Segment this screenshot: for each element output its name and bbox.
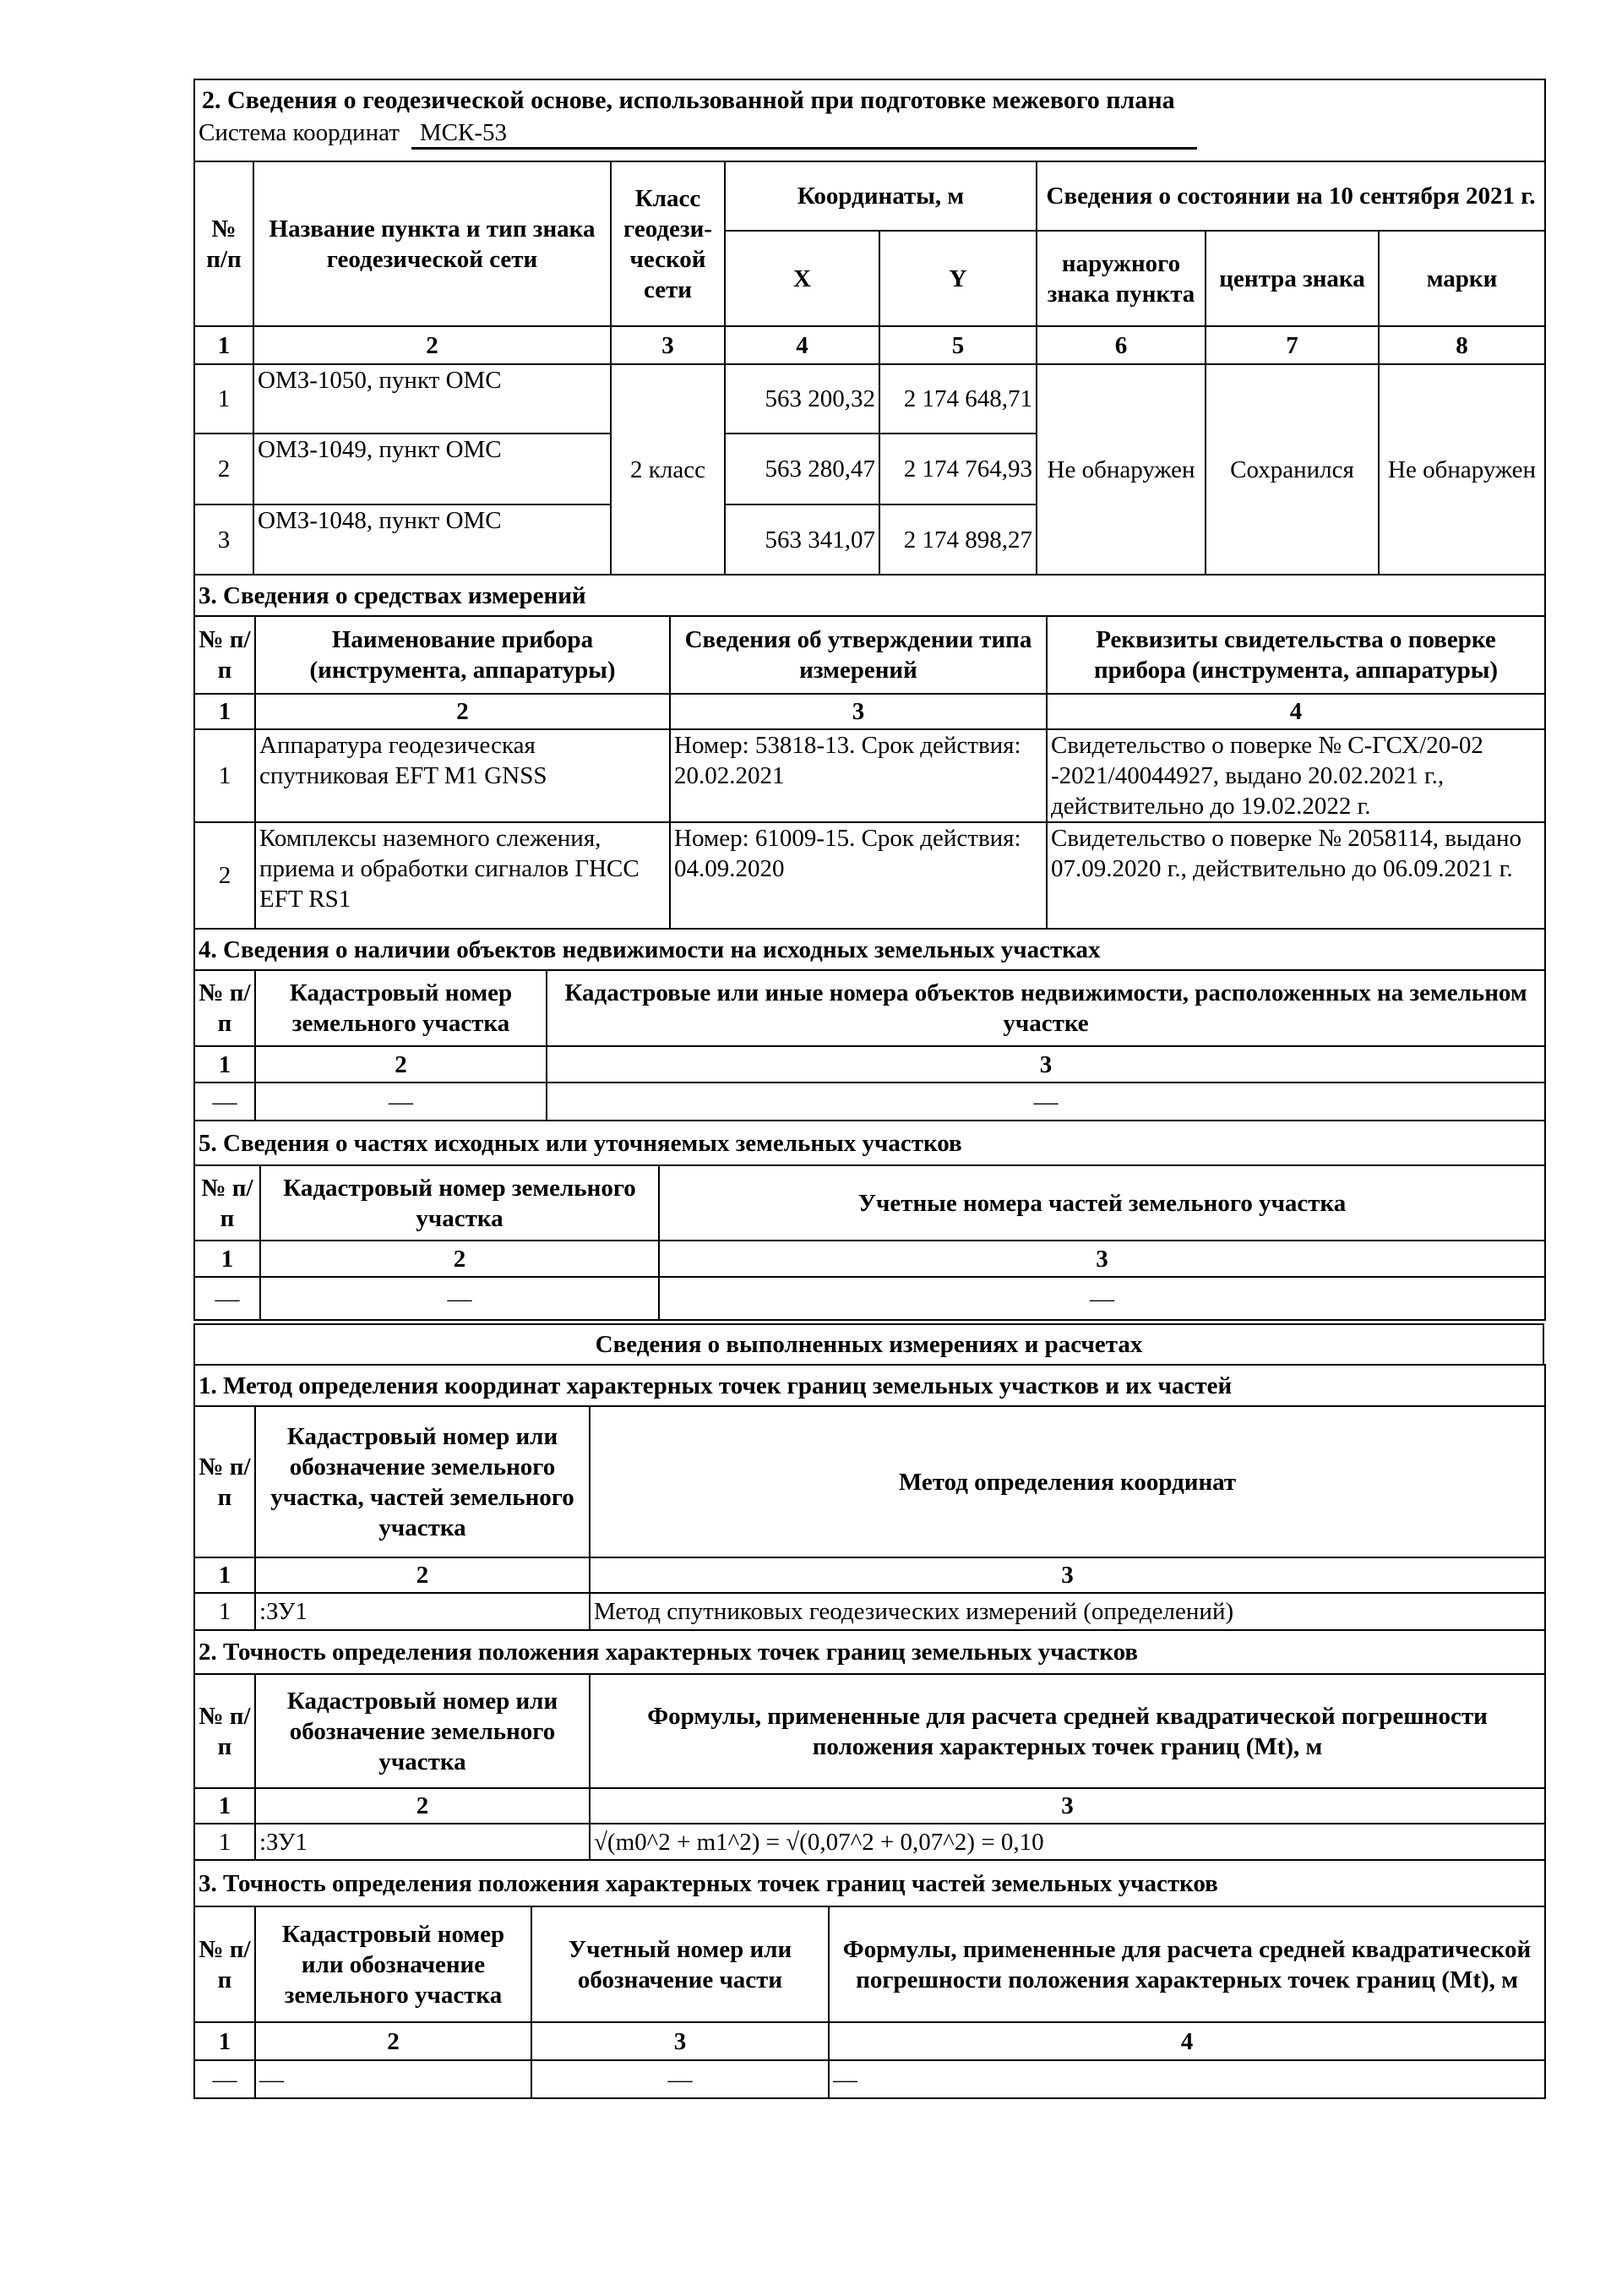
section5-title: 5. Сведения о частях исходных или уточняемых земельных участков [194, 1121, 1545, 1165]
method-table [193, 1364, 1546, 1631]
measurements-title-table [193, 1323, 1544, 1366]
header-num: № п/п [194, 1906, 255, 2022]
header-method: Метод определения координат [590, 1406, 1545, 1557]
header-cadastral: Кадастровый номер или обозначение земельного участка [255, 1906, 531, 2022]
header-cadastral: Кадастровый номер или обозначение земельного участка, частей земельного участка [255, 1406, 590, 1557]
table-row [194, 1277, 1545, 1320]
row-y: 2 174 764,93 [879, 434, 1037, 504]
table-row [194, 364, 1545, 434]
header-cadastral: Кадастровый номер или обозначение земельного участка [255, 1674, 590, 1788]
row-formula: — [829, 2060, 1545, 2098]
header-center: центра знака [1206, 231, 1379, 326]
index-row [194, 2022, 1545, 2060]
accuracy-table [193, 1629, 1546, 1861]
header-formula: Формулы, примененные для расчета средней квадратической погрешности положения характерных точек границ (Mt), м [829, 1906, 1545, 2022]
section4-title: 4. Сведения о наличии объектов недвижимости на исходных земельных участках [194, 929, 1545, 970]
header-parts: Учетные номера частей земельного участка [659, 1165, 1545, 1241]
section4-table [193, 928, 1546, 1121]
row-x: 563 200,32 [725, 364, 879, 434]
table-row [194, 729, 1545, 822]
header-coords: Координаты, м [725, 161, 1037, 231]
table-row [194, 1593, 1545, 1630]
row-cadastral: :ЗУ1 [255, 1824, 590, 1860]
row-certificate: Свидетельство о поверке № С-ГСХ/20-02 -2021/40044927, выдано 20.02.2021 г., действительно до 19.02.2022 г. [1047, 729, 1545, 822]
index-row [194, 326, 1545, 364]
index-cell: 8 [1379, 326, 1545, 364]
row-point-name: ОМЗ-1048, пункт ОМС [253, 504, 611, 575]
index-cell: 3 [590, 1788, 1545, 1824]
index-cell: 1 [194, 326, 253, 364]
header-part: Учетный номер или обозначение части [531, 1906, 829, 2022]
outer-sign-value: Не обнаружен [1037, 364, 1206, 575]
header-objects: Кадастровые или иные номера объектов недвижимости, расположенных на земельном участке [547, 970, 1545, 1046]
geodetic-basis-block [193, 79, 1544, 1321]
header-num: № п/п [194, 616, 255, 694]
header-num: № п/п [194, 970, 255, 1046]
row-num: — [194, 1277, 260, 1320]
row-cadastral: — [255, 2060, 531, 2098]
coord-system-label: Система координат [199, 119, 400, 146]
index-cell: 3 [531, 2022, 829, 2060]
row-x: 563 341,07 [725, 504, 879, 575]
row-parts: — [659, 1277, 1545, 1320]
index-cell: 6 [1037, 326, 1206, 364]
class-value: 2 класс [611, 364, 725, 575]
row-y: 2 174 648,71 [879, 364, 1037, 434]
index-row [194, 1046, 1545, 1083]
row-cadastral: :ЗУ1 [255, 1593, 590, 1630]
index-cell: 3 [547, 1046, 1545, 1083]
index-cell: 4 [725, 326, 879, 364]
header-x: X [725, 231, 879, 326]
index-cell: 3 [659, 1241, 1545, 1277]
row-num: 1 [194, 729, 255, 822]
parts-accuracy-table [193, 1859, 1546, 2099]
header-mark: марки [1379, 231, 1545, 326]
measurements-title: Сведения о выполненных измерениях и расчетах [194, 1324, 1543, 1365]
index-cell: 2 [253, 326, 611, 364]
index-row [194, 1241, 1545, 1277]
header-state: Сведения о состоянии на 10 сентября 2021 г. [1037, 161, 1545, 231]
header-cadastral: Кадастровый номер земельного участка [255, 970, 547, 1046]
row-device: Комплексы наземного слежения, приема и обработки сигналов ГНСС EFT RS1 [255, 822, 670, 929]
header-cadastral: Кадастровый номер земельного участка [260, 1165, 659, 1241]
header-certificate: Реквизиты свидетельства о поверке прибора (инструмента, аппаратуры) [1047, 616, 1545, 694]
index-cell: 2 [255, 1557, 590, 1593]
measurements-block [193, 1323, 1544, 2099]
center-value: Сохранился [1206, 364, 1379, 575]
section2-title: 2. Сведения о геодезической основе, использованной при подготовке межевого плана [202, 86, 1175, 114]
header-point-name: Название пункта и тип знака геодезической сети [253, 161, 611, 326]
table-row [194, 1824, 1545, 1860]
row-num: — [194, 2060, 255, 2098]
header-num: № п/п [194, 1165, 260, 1241]
row-num: 1 [194, 1824, 255, 1860]
section3-title: 3. Сведения о средствах измерений [194, 575, 1545, 616]
index-cell: 3 [611, 326, 725, 364]
header-num: № п/п [194, 1406, 255, 1557]
row-formula: √(m0^2 + m1^2) = √(0,07^2 + 0,07^2) = 0,10 [590, 1824, 1545, 1860]
header-device: Наименование прибора (инструмента, аппаратуры) [255, 616, 670, 694]
method-section-title: 1. Метод определения координат характерных точек границ земельных участков и их частей [194, 1365, 1545, 1406]
row-point-name: ОМЗ-1049, пункт ОМС [253, 434, 611, 504]
row-certificate: Свидетельство о поверке № 2058114, выдано 07.09.2020 г., действительно до 06.09.2021 г. [1047, 822, 1545, 929]
coord-system-line [199, 117, 1541, 150]
accuracy-section-title: 2. Точность определения положения характерных точек границ земельных участков [194, 1630, 1545, 1674]
index-cell: 4 [1047, 694, 1545, 729]
index-cell: 1 [194, 1241, 260, 1277]
row-num: 1 [194, 1593, 255, 1630]
index-cell: 2 [255, 1046, 547, 1083]
row-num: 2 [194, 434, 253, 504]
row-cadastral: — [255, 1083, 547, 1121]
index-cell: 1 [194, 1557, 255, 1593]
index-row [194, 1788, 1545, 1824]
section5-table [193, 1120, 1546, 1321]
row-num: 3 [194, 504, 253, 575]
mark-value: Не обнаружен [1379, 364, 1545, 575]
row-part: — [531, 2060, 829, 2098]
index-cell: 1 [194, 694, 255, 729]
table-row [194, 1083, 1545, 1121]
parts-accuracy-section-title: 3. Точность определения положения характерных точек границ частей земельных участков [194, 1860, 1545, 1906]
index-cell: 5 [879, 326, 1037, 364]
header-y: Y [879, 231, 1037, 326]
header-class: Класс геодези-ческой сети [611, 161, 725, 326]
row-device: Аппаратура геодезическая спутниковая EFT M1 GNSS [255, 729, 670, 822]
index-cell: 3 [670, 694, 1047, 729]
index-cell: 3 [590, 1557, 1545, 1593]
section2-table [193, 79, 1546, 575]
index-cell: 2 [255, 1788, 590, 1824]
header-formula: Формулы, примененные для расчета средней квадратической погрешности положения характерных точек границ (Mt), м [590, 1674, 1545, 1788]
row-num: — [194, 1083, 255, 1121]
row-point-name: ОМЗ-1050, пункт ОМС [253, 364, 611, 434]
table-row [194, 822, 1545, 929]
row-approval: Номер: 61009-15. Срок действия: 04.09.2020 [670, 822, 1047, 929]
index-cell: 2 [260, 1241, 659, 1277]
row-cadastral: — [260, 1277, 659, 1320]
index-cell: 4 [829, 2022, 1545, 2060]
header-num: № п/п [194, 161, 253, 326]
index-cell: 7 [1206, 326, 1379, 364]
index-cell: 1 [194, 2022, 255, 2060]
section3-table [193, 574, 1546, 930]
row-objects: — [547, 1083, 1545, 1121]
header-approval: Сведения об утверждении типа измерений [670, 616, 1047, 694]
row-approval: Номер: 53818-13. Срок действия: 20.02.2021 [670, 729, 1047, 822]
index-row [194, 694, 1545, 729]
index-cell: 2 [255, 694, 670, 729]
row-method: Метод спутниковых геодезических измерений (определений) [590, 1593, 1545, 1630]
header-outer-sign: наружного знака пункта [1037, 231, 1206, 326]
row-num: 2 [194, 822, 255, 929]
index-cell: 2 [255, 2022, 531, 2060]
header-num: № п/п [194, 1674, 255, 1788]
index-cell: 1 [194, 1788, 255, 1824]
row-num: 1 [194, 364, 253, 434]
row-x: 563 280,47 [725, 434, 879, 504]
row-y: 2 174 898,27 [879, 504, 1037, 575]
section2-title-cell [194, 79, 1545, 161]
coord-system-value: МСК-53 [411, 118, 1197, 150]
index-row [194, 1557, 1545, 1593]
table-row [194, 2060, 1545, 2098]
index-cell: 1 [194, 1046, 255, 1083]
